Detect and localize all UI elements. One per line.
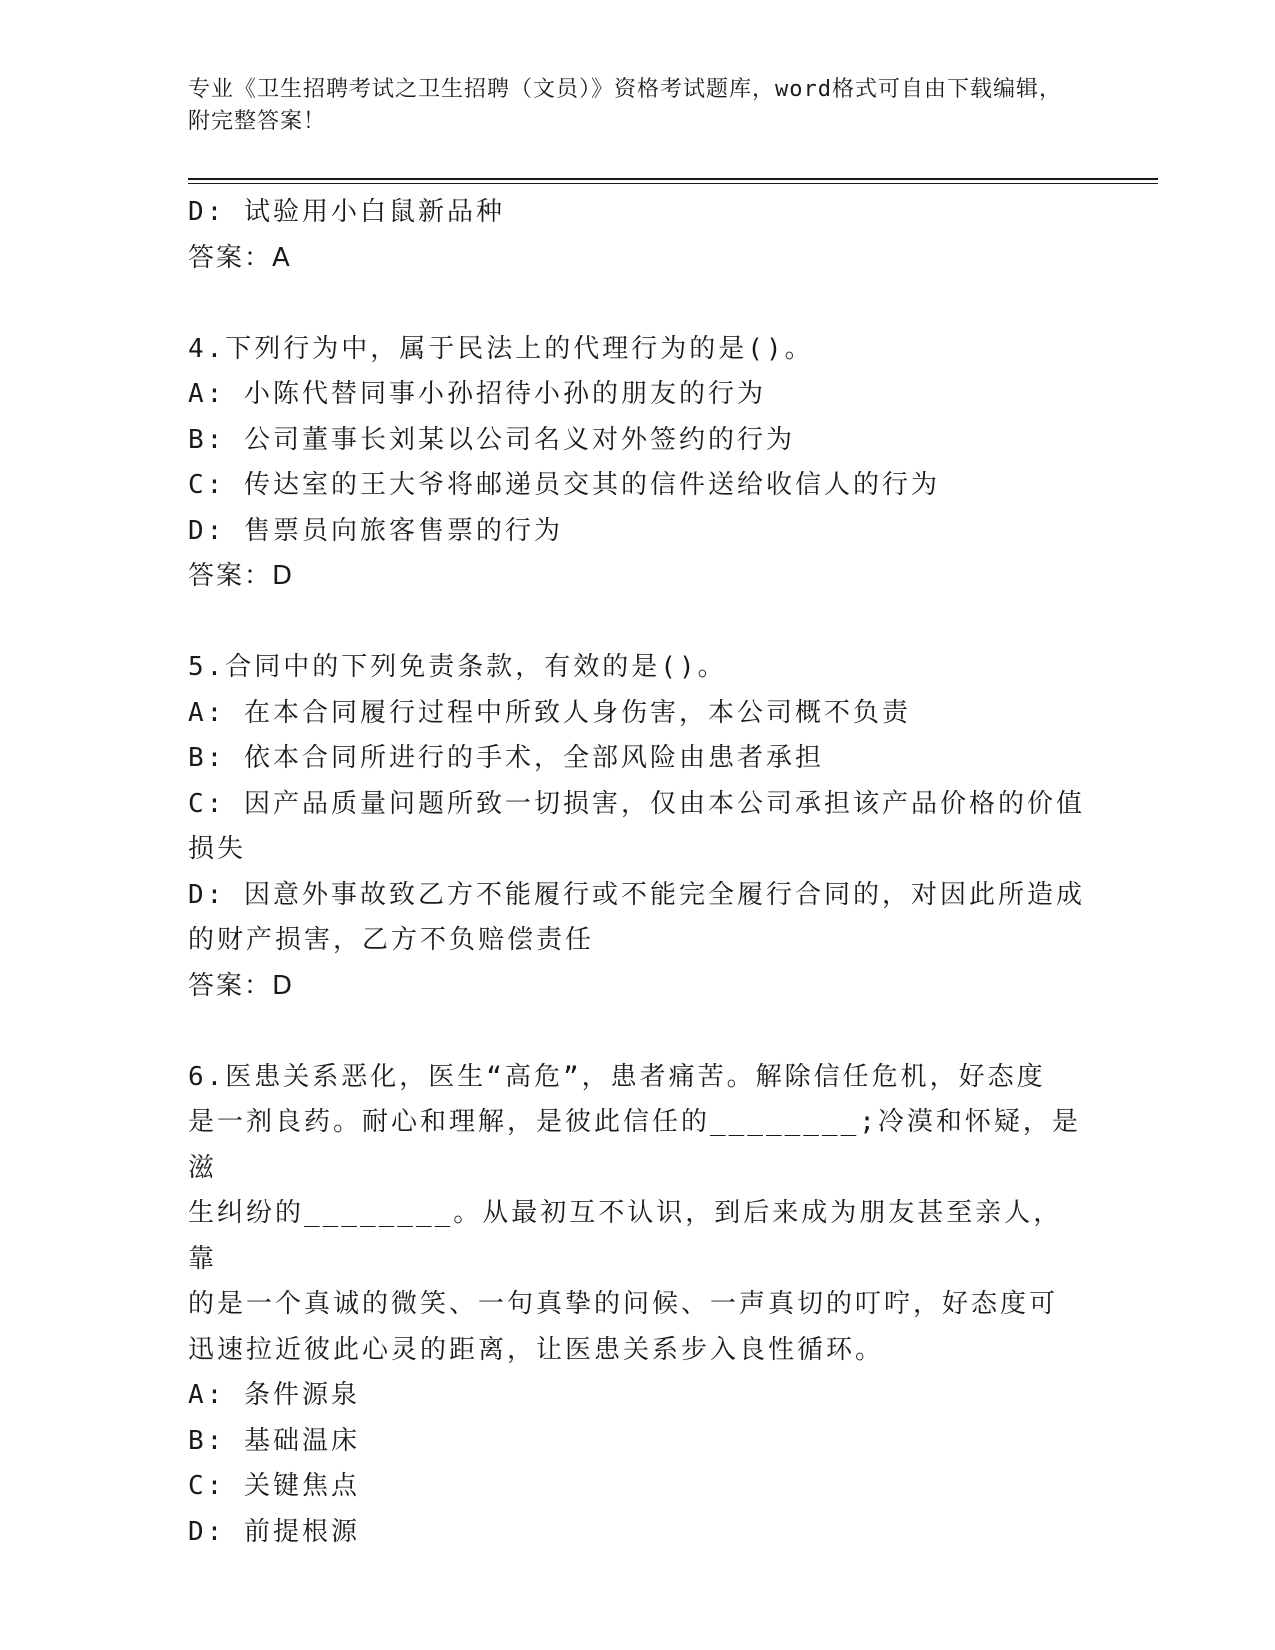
question-6 — [188, 1055, 1088, 1556]
option-d: D: 售票员向旅客售票的行为 — [188, 515, 563, 546]
question-stem: 4.下列行为中，属于民法上的代理行为的是()。 — [188, 333, 814, 364]
option-c: C: 因产品质量问题所致一切损害，仅由本公司承担该产品价格的价值 — [188, 788, 1085, 819]
question-5 — [188, 645, 1088, 1009]
spacer — [188, 281, 1088, 327]
option-d: D: 试验用小白鼠新品种 — [188, 197, 505, 227]
option-b: B: 公司董事长刘某以公司名义对外签约的行为 — [188, 424, 795, 455]
option-c: C: 传达室的王大爷将邮递员交其的信件送给收信人的行为 — [188, 470, 940, 500]
header-rule-thin — [188, 183, 1158, 184]
option-b: B: 基础温床 — [188, 1425, 360, 1456]
option-c: C: 关键焦点 — [188, 1471, 360, 1501]
option-d-continued: 的财产损害，乙方不负赔偿责任 — [188, 925, 595, 955]
document-body — [188, 190, 1088, 1555]
question-stem-continued: 生纠纷的________。从最初互不认识，到后来成为朋友甚至亲人，靠 — [188, 1198, 1063, 1274]
option-a: A: 在本合同履行过程中所致人身伤害，本公司概不负责 — [188, 697, 911, 728]
spacer — [188, 1009, 1088, 1055]
option-c-continued: 损失 — [188, 834, 247, 864]
question-stem-continued: 的是一个真诚的微笑、一句真挚的问候、一声真切的叮咛，好态度可 — [188, 1289, 1059, 1319]
option-a: A: 小陈代替同事小孙招待小孙的朋友的行为 — [188, 379, 766, 409]
header-rule-thick — [188, 178, 1158, 180]
answer-line: 答案：D — [188, 561, 295, 591]
option-b: B: 依本合同所进行的手术，全部风险由患者承担 — [188, 743, 824, 773]
answer-line: 答案：A — [188, 242, 292, 273]
question-stem-continued: 是一剂良药。耐心和理解，是彼此信任的________;冷漠和怀疑，是滋 — [188, 1107, 1081, 1183]
spacer — [188, 600, 1088, 646]
question-stem: 5.合同中的下列免责条款，有效的是()。 — [188, 652, 727, 682]
option-a: A: 条件源泉 — [188, 1380, 360, 1410]
document-header: 专业《卫生招聘考试之卫生招聘（文员）》资格考试题库，word格式可自由下载编辑，附完整答案！ — [188, 77, 1062, 134]
answer-line: 答案：D — [188, 970, 295, 1001]
question-stem-continued: 迅速拉近彼此心灵的距离，让医患关系步入良性循环。 — [188, 1334, 885, 1365]
option-d: D: 因意外事故致乙方不能履行或不能完全履行合同的，对因此所造成 — [188, 879, 1085, 910]
option-d: D: 前提根源 — [188, 1516, 360, 1547]
question-stem: 6.医患关系恶化，医生“高危”，患者痛苦。解除信任危机，好态度 — [188, 1061, 1046, 1092]
question-4 — [188, 327, 1088, 600]
